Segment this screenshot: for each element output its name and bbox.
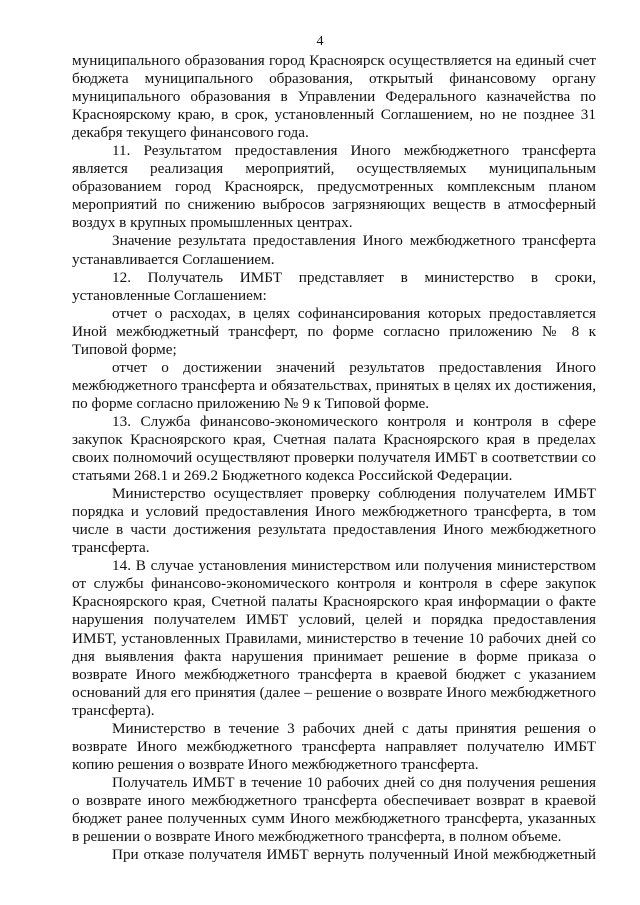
page-number: 4 (316, 34, 324, 49)
paragraph-expense-report: отчет о расходах, в целях софинансирования которых предоставляется Иной межбюджетный трансферт, по форме согласно приложению № 8 к Типовой форме; (72, 304, 596, 358)
paragraph-refusal: При отказе получателя ИМБТ вернуть полученный Иной межбюджетный (112, 846, 596, 864)
paragraph-ministry-check: Министерство осуществляет проверку соблюдения получателем ИМБТ порядка и условий предоставления Иного межбюджетного трансферта, в том числе в части достижения результата предоставления Иного межбюджетного трансферта. (72, 485, 596, 557)
paragraph-12-reports: 12. Получатель ИМБТ представляет в министерство в сроки, установленные Соглашением: (72, 268, 596, 304)
paragraph-14-violation: 14. В случае установления министерством или получения министерством от службы финансово-экономического контроля и контроля в сфере закупок Красноярского края, Счетной палаты Красноярского края информации о факте нарушения получателем ИМБТ условий, целей и порядка предоставления ИМБТ, установленных Правилами, министерство в течение 10 рабочих дней со дня выявления факта нарушения принимает решение в форме приказа о возврате Иного межбюджетного трансферта в краевой бюджет с указанием оснований для его принятия (далее – решение о возврате Иного межбюджетного трансферта). (72, 557, 596, 719)
paragraph-achievement-report: отчет о достижении значений результатов предоставления Иного межбюджетного трансферта и обязательствах, принятых в целях их достижения, по форме согласно приложению № 9 к Типовой форме. (72, 358, 596, 412)
paragraph-result-value: Значение результата предоставления Иного межбюджетного трансферта устанавливается Соглашением. (72, 232, 596, 268)
paragraph-11-result: 11. Результатом предоставления Иного межбюджетного трансферта является реализация мероприятий, осуществляемых муниципальным образованием город Красноярск, предусмотренных комплексным планом мероприятий по снижению выбросов загрязняющих веществ в атмосферный воздух в крупных промышленных центрах. (72, 142, 596, 232)
paragraph-decision-copy: Министерство в течение 3 рабочих дней с даты принятия решения о возврате Иного межбюджетного трансферта направляет получателю ИМБТ копию решения о возврате Иного межбюджетного трансферта. (72, 719, 596, 773)
paragraph-transfer-account: муниципального образования город Красноярск осуществляется на единый счет бюджета муниципального образования, открытый финансовому органу муниципального образования в Управлении Федерального казначейства по Красноярскому краю, в срок, установленный Соглашением, но не позднее 31 декабря текущего финансового года. (72, 52, 596, 142)
document-body (72, 52, 596, 864)
paragraph-13-control: 13. Служба финансово-экономического контроля и контроля в сфере закупок Красноярского края, Счетная палата Красноярского края в пределах своих полномочий осуществляют проверки получателя ИМБТ в соответствии со статьями 268.1 и 269.2 Бюджетного кодекса Российской Федерации. (72, 412, 596, 485)
paragraph-refund: Получатель ИМБТ в течение 10 рабочих дней со дня получения решения о возврате иного межбюджетного трансферта обеспечивает возврат в краевой бюджет ранее полученных сумм Иного межбюджетного трансферта, указанных в решении о возврате Иного межбюджетного трансферта, в полном объеме. (72, 773, 596, 846)
